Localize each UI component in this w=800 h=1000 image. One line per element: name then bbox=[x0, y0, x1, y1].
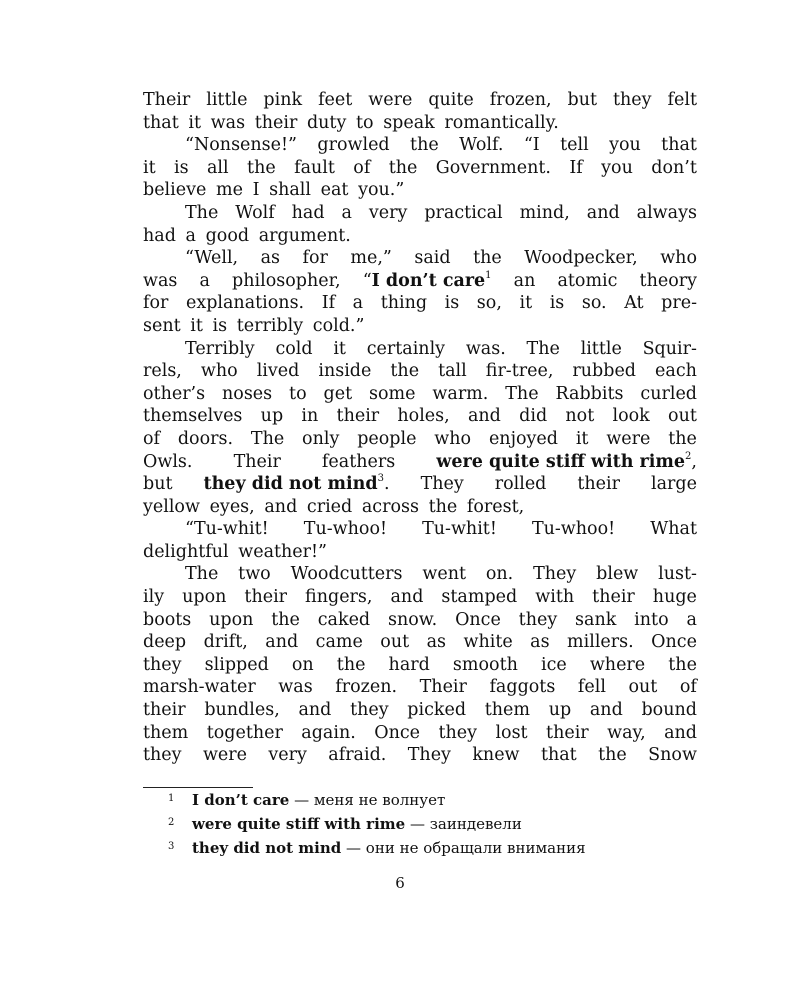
footnote-term: were quite stiff with rime bbox=[192, 815, 406, 833]
word: upon bbox=[182, 587, 227, 608]
footnote-translation: — меня не волнует bbox=[294, 791, 446, 809]
footnotes bbox=[168, 788, 708, 860]
word: I bbox=[252, 180, 260, 201]
word: What bbox=[650, 519, 697, 540]
word: millers. bbox=[567, 632, 634, 653]
word: Tu-whit! bbox=[422, 519, 497, 540]
word: they bbox=[438, 722, 477, 743]
footnote bbox=[168, 836, 708, 860]
word: If bbox=[321, 293, 336, 314]
text-line bbox=[143, 563, 697, 586]
word: their bbox=[546, 722, 589, 743]
word: as bbox=[260, 248, 281, 269]
word: for bbox=[143, 293, 169, 314]
word: into bbox=[634, 609, 669, 630]
word: eat bbox=[320, 180, 349, 201]
word: the bbox=[428, 496, 458, 517]
footnote-ref[interactable]: 2 bbox=[685, 450, 692, 462]
word: cold bbox=[275, 338, 313, 359]
word: “Well, bbox=[185, 248, 239, 269]
word: to bbox=[289, 383, 307, 404]
text-line bbox=[143, 654, 697, 677]
word: theory bbox=[639, 270, 697, 291]
word: blew bbox=[596, 564, 639, 585]
word: their bbox=[336, 406, 380, 427]
word: Snow bbox=[648, 745, 697, 766]
word: did bbox=[519, 406, 548, 427]
text-line bbox=[143, 270, 697, 293]
word: bound bbox=[641, 700, 697, 721]
word: explanations. bbox=[185, 293, 305, 314]
word: lived bbox=[256, 361, 300, 382]
word: warm. bbox=[432, 383, 489, 404]
word: were bbox=[202, 745, 247, 766]
word: frozen. bbox=[335, 677, 398, 698]
word: again. bbox=[301, 722, 356, 743]
word: They bbox=[407, 745, 451, 766]
word: lost bbox=[495, 722, 528, 743]
word: feet bbox=[318, 90, 353, 110]
bold-phrase: I don’t care bbox=[371, 270, 486, 291]
word: curled bbox=[640, 383, 697, 404]
page-number: 6 bbox=[395, 874, 405, 892]
word: rolled bbox=[494, 474, 547, 495]
word: they bbox=[143, 745, 182, 766]
text-line bbox=[143, 451, 697, 474]
word: boots bbox=[143, 609, 192, 630]
word: tell bbox=[560, 135, 589, 156]
text-line bbox=[143, 179, 697, 202]
word: of bbox=[143, 428, 161, 449]
word: it bbox=[143, 157, 156, 178]
word: doors. bbox=[177, 428, 234, 449]
text-line bbox=[143, 89, 697, 112]
word: deep bbox=[143, 632, 187, 653]
footnote-number: 1 bbox=[168, 793, 175, 804]
word: were bbox=[368, 90, 413, 110]
word: Once bbox=[455, 609, 501, 630]
word: who bbox=[200, 361, 238, 382]
word: cried bbox=[306, 496, 353, 517]
word: Their bbox=[419, 677, 467, 698]
word: a bbox=[686, 609, 697, 630]
word: forest, bbox=[466, 496, 525, 517]
word: inside bbox=[318, 361, 372, 382]
word: certainly bbox=[366, 338, 446, 359]
footnote-number: 2 bbox=[168, 817, 175, 828]
word: came bbox=[315, 632, 363, 653]
word: enjoyed bbox=[488, 428, 558, 449]
text-line bbox=[143, 315, 697, 338]
word: fir-tree, bbox=[485, 361, 554, 382]
word: terribly bbox=[236, 315, 304, 336]
word: out bbox=[668, 406, 697, 427]
text-line bbox=[143, 496, 697, 519]
word: had bbox=[291, 202, 325, 223]
word: The bbox=[185, 202, 219, 223]
word: you.” bbox=[358, 180, 405, 201]
word: speak bbox=[383, 112, 435, 133]
word: the bbox=[390, 361, 420, 382]
word: were bbox=[606, 428, 651, 449]
word: romantically. bbox=[444, 112, 559, 133]
word: If bbox=[569, 157, 583, 178]
text-line bbox=[143, 473, 697, 496]
word: themselves bbox=[143, 406, 243, 427]
word: in bbox=[301, 406, 319, 427]
word: so. bbox=[581, 293, 607, 314]
glossed-phrase bbox=[436, 451, 697, 474]
word: together bbox=[206, 722, 283, 743]
word: that bbox=[540, 745, 577, 766]
text-line bbox=[143, 722, 697, 745]
text-line bbox=[143, 360, 697, 383]
word: other’s bbox=[143, 383, 206, 404]
word: caked bbox=[317, 609, 371, 630]
footnote-translation: — заиндевели bbox=[409, 815, 522, 833]
word: only bbox=[302, 428, 340, 449]
word: so, bbox=[476, 293, 502, 314]
word: ily bbox=[143, 587, 165, 608]
word: is bbox=[444, 293, 460, 314]
word: stamped bbox=[441, 587, 518, 608]
word: of bbox=[679, 677, 697, 698]
word: them bbox=[484, 700, 531, 721]
word: Terribly bbox=[185, 338, 255, 359]
word: faggots bbox=[489, 677, 556, 698]
word: lust- bbox=[658, 564, 697, 585]
word: was bbox=[278, 677, 313, 698]
word: is bbox=[174, 157, 189, 178]
word: where bbox=[589, 654, 646, 675]
word: bundles, bbox=[204, 700, 280, 721]
word: they bbox=[613, 90, 652, 110]
word: on bbox=[291, 654, 314, 675]
word: practical bbox=[424, 202, 503, 223]
word: is bbox=[549, 293, 565, 314]
text-line bbox=[143, 338, 697, 361]
word: them bbox=[143, 722, 189, 743]
glossed-phrase bbox=[204, 473, 390, 496]
word: Their bbox=[143, 90, 191, 110]
footnote bbox=[168, 812, 708, 836]
word: a bbox=[341, 202, 352, 223]
phrase-suffix: . bbox=[384, 474, 390, 495]
word: cold.” bbox=[312, 315, 365, 336]
word: the bbox=[668, 654, 697, 675]
word: me,” bbox=[350, 248, 392, 269]
word: and bbox=[467, 406, 501, 427]
word: argument. bbox=[258, 225, 351, 246]
text-line bbox=[143, 225, 697, 248]
glossed-phrase bbox=[363, 270, 492, 293]
word: was bbox=[210, 112, 246, 133]
word: and bbox=[589, 700, 623, 721]
word: a bbox=[199, 270, 210, 291]
word: but bbox=[143, 474, 173, 495]
word: and bbox=[298, 700, 332, 721]
word: noses bbox=[222, 383, 273, 404]
word: was bbox=[143, 270, 178, 291]
word: Wolf bbox=[235, 202, 275, 223]
word: always bbox=[636, 202, 697, 223]
word: and bbox=[664, 722, 697, 743]
word: their bbox=[244, 587, 288, 608]
text-line bbox=[143, 586, 697, 609]
word: the bbox=[473, 248, 502, 269]
word: is bbox=[212, 315, 228, 336]
footnote-ref[interactable]: 1 bbox=[485, 269, 492, 281]
word: fault bbox=[294, 157, 335, 178]
text-line bbox=[143, 699, 697, 722]
word: but bbox=[567, 90, 598, 110]
text-line bbox=[143, 609, 697, 632]
word: rels, bbox=[143, 361, 182, 382]
word: the bbox=[336, 654, 366, 675]
text-line bbox=[143, 157, 697, 180]
word: picked bbox=[407, 700, 467, 721]
body-text bbox=[143, 89, 697, 767]
word: they bbox=[143, 654, 182, 675]
word: their bbox=[143, 700, 186, 721]
word: had bbox=[143, 225, 176, 246]
word: “I bbox=[523, 135, 540, 156]
text-line bbox=[143, 112, 697, 135]
word: was. bbox=[465, 338, 506, 359]
word: they bbox=[350, 700, 389, 721]
footnote bbox=[168, 788, 708, 812]
word: Their bbox=[233, 451, 281, 472]
word: the bbox=[598, 745, 627, 766]
word: up bbox=[260, 406, 284, 427]
bold-phrase: they did not mind bbox=[203, 474, 378, 495]
word: mind, bbox=[519, 202, 570, 223]
text-line bbox=[143, 134, 697, 157]
word: holes, bbox=[397, 406, 450, 427]
word: At bbox=[624, 293, 644, 314]
word: across bbox=[361, 496, 419, 517]
word: yellow bbox=[143, 496, 200, 517]
text-line bbox=[143, 202, 697, 225]
word: ice bbox=[540, 654, 567, 675]
footnote-ref[interactable]: 3 bbox=[377, 473, 384, 485]
word: afraid. bbox=[328, 745, 387, 766]
word: Tu-whoo! bbox=[531, 519, 616, 540]
word: went bbox=[422, 564, 467, 585]
word: the bbox=[410, 135, 439, 156]
word: Squir- bbox=[642, 338, 697, 359]
word: shall bbox=[269, 180, 311, 201]
word: knew bbox=[472, 745, 520, 766]
word: very bbox=[368, 202, 408, 223]
word: huge bbox=[652, 587, 697, 608]
text-line bbox=[143, 292, 697, 315]
word: atomic bbox=[557, 270, 618, 291]
word: Rabbits bbox=[555, 383, 624, 404]
word: to bbox=[355, 112, 374, 133]
text-line bbox=[143, 428, 697, 451]
word: eyes, bbox=[209, 496, 255, 517]
word: The bbox=[526, 338, 560, 359]
word: The bbox=[505, 383, 539, 404]
word: on. bbox=[485, 564, 514, 585]
word: that bbox=[661, 135, 697, 156]
word: out bbox=[628, 677, 658, 698]
word: fell bbox=[577, 677, 606, 698]
word: duty bbox=[306, 112, 347, 133]
word: fingers, bbox=[305, 587, 373, 608]
word: drift, bbox=[203, 632, 248, 653]
word: each bbox=[655, 361, 697, 382]
word: feathers bbox=[321, 451, 396, 472]
word: sank bbox=[575, 609, 617, 630]
text-line bbox=[143, 744, 697, 767]
word: as bbox=[530, 632, 550, 653]
word: the bbox=[388, 157, 418, 178]
word: an bbox=[513, 270, 536, 291]
footnote-term: I don’t care bbox=[192, 791, 290, 809]
word: weather!” bbox=[238, 541, 328, 562]
footnote-translation: — они не обращали внимания bbox=[346, 839, 586, 857]
word: good bbox=[205, 225, 250, 246]
word: believe bbox=[143, 180, 207, 201]
word: and bbox=[264, 496, 298, 517]
word: the bbox=[668, 428, 697, 449]
word: upon bbox=[209, 609, 254, 630]
word: The bbox=[250, 428, 285, 449]
word: Wolf. bbox=[459, 135, 504, 156]
word: their bbox=[592, 587, 635, 608]
word: delightful bbox=[143, 541, 229, 562]
word: Government. bbox=[435, 157, 551, 178]
word: slipped bbox=[204, 654, 269, 675]
text-line bbox=[143, 247, 697, 270]
word: quite bbox=[428, 90, 474, 110]
word: snow. bbox=[387, 609, 438, 630]
word: you bbox=[609, 135, 641, 156]
word: Owls. bbox=[143, 451, 193, 472]
word: the bbox=[247, 157, 276, 178]
word: some bbox=[369, 383, 416, 404]
word: that bbox=[143, 112, 179, 133]
text-line bbox=[143, 541, 697, 564]
footnote-term: they did not mind bbox=[192, 839, 342, 857]
word: not bbox=[565, 406, 595, 427]
word: “Nonsense!” bbox=[185, 135, 297, 156]
word: marsh-water bbox=[143, 677, 256, 698]
word: all bbox=[207, 157, 229, 178]
word: pre- bbox=[661, 293, 697, 314]
word: way, bbox=[607, 722, 646, 743]
word: Once bbox=[374, 722, 421, 743]
word: they bbox=[518, 609, 558, 630]
word: it bbox=[333, 338, 346, 359]
word: it bbox=[575, 428, 589, 449]
word: Once bbox=[651, 632, 697, 653]
word: little bbox=[206, 90, 248, 110]
text-line bbox=[143, 676, 697, 699]
word: it bbox=[190, 315, 203, 336]
word: as bbox=[426, 632, 447, 653]
word: sent bbox=[143, 315, 181, 336]
word: Woodcutters bbox=[290, 564, 403, 585]
word: and bbox=[390, 587, 424, 608]
word: you bbox=[601, 157, 633, 178]
word: tall bbox=[438, 361, 467, 382]
word: philosopher, bbox=[232, 270, 341, 291]
word: look bbox=[612, 406, 650, 427]
word: and bbox=[586, 202, 620, 223]
phrase-suffix: , bbox=[691, 451, 697, 472]
word: their bbox=[577, 474, 620, 495]
word: of bbox=[353, 157, 371, 178]
word: rubbed bbox=[572, 361, 637, 382]
word: with bbox=[535, 587, 575, 608]
word: a bbox=[352, 293, 364, 314]
word: the bbox=[271, 609, 300, 630]
word: felt bbox=[667, 90, 697, 110]
text-line bbox=[143, 518, 697, 541]
word: smooth bbox=[452, 654, 518, 675]
word: it bbox=[188, 112, 202, 133]
word: pink bbox=[263, 90, 303, 110]
word: thing bbox=[380, 293, 428, 314]
word: frozen, bbox=[489, 90, 552, 110]
text-line bbox=[143, 631, 697, 654]
word: it bbox=[519, 293, 533, 314]
word: The bbox=[185, 564, 219, 585]
word: two bbox=[238, 564, 271, 585]
word: for bbox=[302, 248, 328, 269]
word: hard bbox=[388, 654, 430, 675]
word: people bbox=[357, 428, 417, 449]
word: and bbox=[265, 632, 299, 653]
word: a bbox=[185, 225, 196, 246]
word: up bbox=[548, 700, 572, 721]
phrase-prefix: “ bbox=[362, 270, 372, 291]
word: large bbox=[650, 474, 697, 495]
word: Tu-whoo! bbox=[303, 519, 388, 540]
bold-phrase: were quite stiff with rime bbox=[436, 451, 686, 472]
word: very bbox=[268, 745, 307, 766]
word: Woodpecker, bbox=[524, 248, 638, 269]
word: growled bbox=[317, 135, 390, 156]
word: out bbox=[380, 632, 410, 653]
word: me bbox=[215, 180, 243, 201]
word: who bbox=[660, 248, 697, 269]
word: don’t bbox=[651, 157, 697, 178]
word: white bbox=[463, 632, 513, 653]
word: little bbox=[580, 338, 622, 359]
word: get bbox=[323, 383, 353, 404]
word: They bbox=[533, 564, 577, 585]
word: “Tu-whit! bbox=[185, 519, 269, 540]
text-line bbox=[143, 383, 697, 406]
word: who bbox=[434, 428, 472, 449]
word: their bbox=[254, 112, 298, 133]
footnote-number: 3 bbox=[168, 841, 175, 852]
text-line bbox=[143, 405, 697, 428]
word: said bbox=[414, 248, 451, 269]
word: They bbox=[420, 474, 464, 495]
